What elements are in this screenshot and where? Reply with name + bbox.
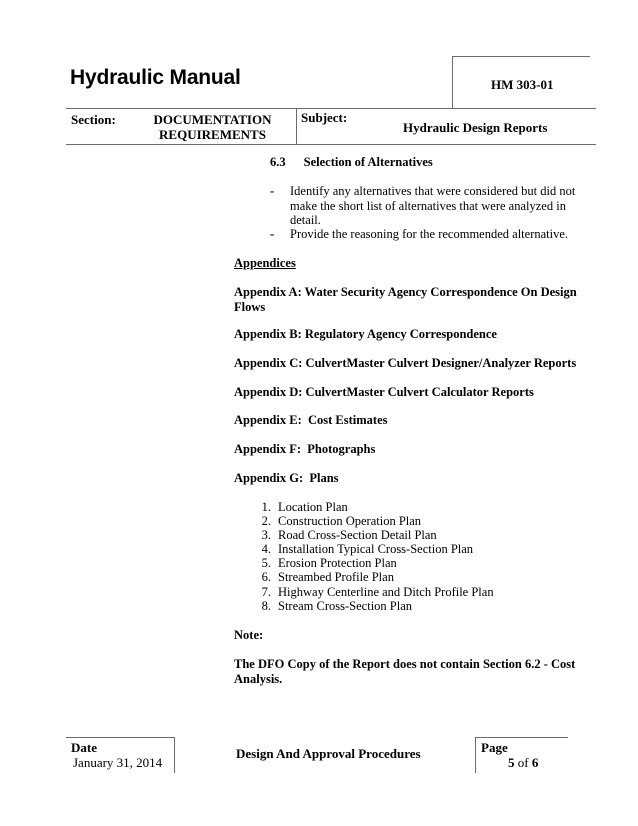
bullet-dash: -: [270, 184, 275, 198]
plan-text: Stream Cross-Section Plan: [278, 599, 413, 613]
page-total: 6: [531, 755, 539, 770]
plan-text: Installation Typical Cross-Section Plan: [278, 542, 474, 556]
bullet-dash: -: [270, 227, 275, 241]
footer-date-divider: [174, 737, 175, 773]
appendix-item: Appendix B: Regulatory Agency Correspondence: [234, 327, 497, 341]
plan-number: 8.: [261, 599, 271, 613]
subject-divider: [296, 108, 297, 144]
plan-text: Highway Centerline and Ditch Profile Plan: [278, 585, 494, 599]
appendix-item: Appendix G: Plans: [234, 471, 339, 485]
plan-number: 4.: [261, 542, 271, 556]
appendix-item: Appendix D: CulvertMaster Culvert Calculator Reports: [234, 385, 534, 399]
header-rule-upper: [66, 108, 596, 109]
subject-value: Hydraulic Design Reports: [403, 120, 548, 135]
bullet-item: [270, 184, 590, 228]
header-rule-lower: [66, 144, 596, 145]
page-of: of: [517, 755, 529, 770]
plan-list-item: [254, 514, 421, 528]
bullet-text: Identify any alternatives that were considered but did not make the short list of alternatives that were analyzed in detail.: [290, 184, 576, 227]
appendix-item: Appendix E: Cost Estimates: [234, 413, 388, 427]
plan-number: 5.: [261, 556, 271, 570]
plan-number: 3.: [261, 528, 271, 542]
plan-list-item: [254, 542, 473, 556]
section-heading: [270, 155, 433, 170]
appendix-item: Appendix A: Water Security Agency Correspondence On Design Flows: [234, 285, 577, 314]
plan-list-item: [254, 599, 412, 613]
section-heading-number: 6.3: [270, 155, 286, 169]
plan-number: 2.: [261, 514, 271, 528]
plan-text: Erosion Protection Plan: [278, 556, 397, 570]
appendix-item: Appendix C: CulvertMaster Culvert Designer/Analyzer Reports: [234, 356, 577, 370]
appendices-heading: Appendices: [234, 256, 296, 270]
header-title-divider: [452, 56, 453, 108]
header-top-right-rule: [452, 56, 590, 57]
plan-number: 6.: [261, 570, 271, 584]
footer-date-value: January 31, 2014: [73, 755, 163, 770]
plan-text: Streambed Profile Plan: [278, 570, 394, 584]
plan-text: Road Cross-Section Detail Plan: [278, 528, 437, 542]
footer-page-divider: [475, 737, 476, 773]
note-label: Note:: [234, 628, 264, 642]
plan-list-item: [254, 500, 348, 514]
page-current: 5: [508, 755, 515, 770]
plan-text: Location Plan: [278, 500, 348, 514]
note-text: The DFO Copy of the Report does not contain Section 6.2 - Cost Analysis.: [234, 657, 576, 686]
footer-page-rule: [475, 737, 568, 738]
section-value-line1: DOCUMENTATION: [153, 112, 272, 127]
plan-list-item: [254, 585, 494, 599]
footer-center-text: Design And Approval Procedures: [236, 746, 421, 761]
section-value: [150, 112, 275, 142]
plan-number: 7.: [261, 585, 271, 599]
plan-list-item: [254, 570, 394, 584]
plan-text: Construction Operation Plan: [278, 514, 422, 528]
plan-list-item: [254, 528, 437, 542]
appendix-item: Appendix F: Photographs: [234, 442, 376, 456]
footer-date-label: Date: [71, 740, 97, 755]
footer-page-label: Page: [481, 740, 508, 755]
bullet-text: Provide the reasoning for the recommended alternative.: [290, 227, 569, 241]
plan-list-item: [254, 556, 397, 570]
document-number: HM 303-01: [491, 77, 554, 92]
manual-title: Hydraulic Manual: [70, 66, 241, 89]
section-heading-text: Selection of Alternatives: [303, 155, 433, 169]
subject-label: Subject:: [301, 110, 348, 125]
bullet-item: [270, 227, 590, 242]
footer-date-rule: [66, 737, 174, 738]
footer-page-number: [508, 755, 538, 770]
plan-number: 1.: [261, 500, 271, 514]
section-value-line2: REQUIREMENTS: [159, 127, 266, 142]
section-label: Section:: [71, 112, 116, 127]
